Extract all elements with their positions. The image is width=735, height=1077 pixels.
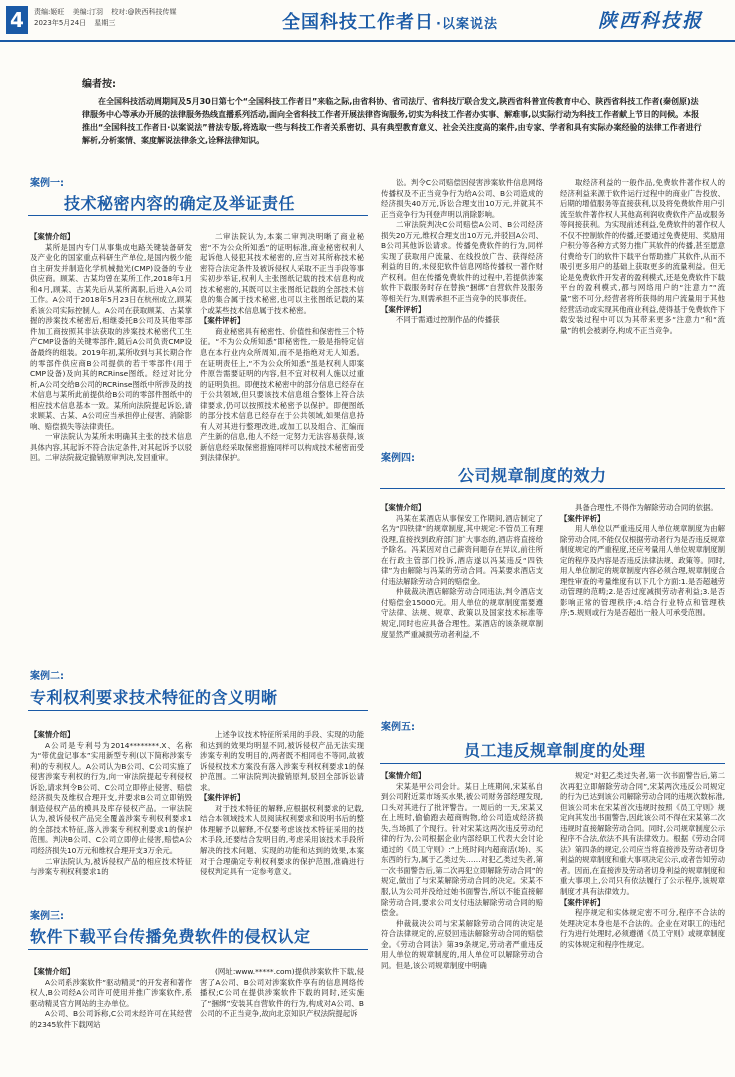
case-4-title: 公司规章制度的效力: [458, 466, 607, 485]
editor-note-text: 在全国科技活动周期间及5月30日第七个“全国科技工作者日”来临之际,由省科协、省司法厅、省科技厅联合发文,陕西省科普宣传教育中心、陕西省科技工作者(秦创原)法律服务中心等承办开展的法律服务热线直播系列活动,面向全省科技工作者开展法律咨询服务,切实为科技工作者办实事、解难事,以实际行动为科技工作者献上节日的问候。本报推出“全国科技工作者日·以案说法”普法专版,将选取一些与科技工作者关系密切、具有典型教育意义、社会关注度高的案件,由专家、学者和具有实际办案经验的法律工作者进行解析,分析案情、案度解说法律条文,诠释法律知识。: [82, 97, 702, 145]
case-subheading: 【案情介绍】: [381, 503, 426, 512]
case-5-head: 案例五:: [381, 722, 415, 733]
body-paragraph: 商业秘密具有秘密性、价值性和保密性三个特征。“不为公众所知悉”即秘密性,一般是指特定信息在本行业内众所周知,而不是指绝对无人知悉。在证明责任上,“不为公众所知悉”虽是权利人即案件原告需要证明的内容,但不宜对权利人施以过重的证明负担。即便技术秘密中的部分信息已经存在于公共领域,但只要该技术信息组合整体上符合法律要求,仍可以按照技术秘密予以保护。即便图纸的部分技术信息已经存在于公共领域,如果信息持有人对其进行整理改进,或加工以及组合、汇编而产生新的信息,他人不经一定努力无法容易获得,该新信息经采取保密措施同样可以构成技术秘密而受到法律保护。: [200, 326, 364, 463]
case-1-col-3: [381, 178, 543, 438]
body-paragraph: 具备合理性,不得作为解除劳动合同的依据。: [575, 503, 718, 512]
body-paragraph: 用人单位以严重违反用人单位规章制度为由解除劳动合同,不能仅仅根据劳动者行为是否违反规章制度规定的严重程度,还应考量用人单位规章制度制定的程序及内容是否违反法律法规、政策等。同时,用人单位制定的规章制度内容必须合理,规章制度合理性审查的考量维度有以下几个方面:1.是否超越劳动管理的范畴;2.是否过度减损劳动者利益;3.是否影响正常的管理秩序;4.结合行业特点和管理秩序;5.规则或行为是否超出一般人可承受范围。: [560, 524, 725, 618]
body-paragraph: 不同于需通过控制作品的传播获: [396, 315, 500, 325]
case-1-col-4: [560, 178, 725, 438]
body-paragraph: 程序规定和实体规定密不可分,程序不合法的处理决定本身也是不合法的。企业在对职工的违纪行为进行处理时,必须遵循《员工守则》或规章制度的实体规定和程序性规定。: [560, 908, 725, 949]
case-2-col-2: [200, 730, 364, 880]
body-paragraph: A公司系涉案软件“驱动精灵”的开发者和著作权人,B公司经A公司许可使用并推广涉案软件,系驱动精灵官方网站的主办单位。: [30, 977, 192, 1008]
page-header: [0, 0, 735, 42]
section-title: [282, 8, 498, 34]
body-paragraph: 仲裁裁决酒店解除劳动合同违法,判令酒店支付赔偿金15000元。用人单位的规章制度需要遵守法律、法规、规章、政策以及国家技术标准等规定,同时也应具备合理性。某酒店的该条规章制度显然严重减损劳动者利益,不: [381, 587, 543, 639]
body-paragraph: 对于技术特征的解释,应根据权利要求的记载,结合本领域技术人员阅读权利要求和说明书后的整体理解予以解释,不仅要考虑该技术特征采用的技术手段,还要结合发明目的,考虑采用该技术手段所解决的技术问题、实现的功能和达到的效果,本案对于合理确定专利权利要求的保护范围,准确进行侵权判定具有一定参考意义。: [200, 803, 364, 877]
body-paragraph: A公司是专利号为2014********.X、名称为“带优盘记事本”实用新型专利(以下简称涉案专利)的专利权人。A公司认为B公司、C公司实施了侵害涉案专利权的行为,向一审法院提起专利侵权诉讼,请求判令B公司、C公司立即停止侵害、赔偿经济损失及维权合理开支,并要求B公司立即销毁制造侵权产品的模具及库存侵权产品。一审法院认为,被诉侵权产品完全覆盖涉案专利权利要求1的全部技术特征,落入涉案专利权利要求1的保护范围。判决B公司、C公司立即停止侵害,赔偿A公司经济损失10万元和维权合理开支3万余元。: [30, 740, 192, 856]
case-subheading: 【案件评析】: [560, 513, 605, 523]
case-4-col-2: [560, 503, 725, 703]
body-paragraph: 宋某是甲公司会计。某日上班期间,宋某私自到公司附近菜市场买水果,被公司财务部经理发现,口头对其进行了批评警告。一周后的一天,宋某又在上班时,偷偷跑去超商购物,给公司造成经济损失,当场抓了个现行。针对宋某这两次违反劳动纪律的行为,公司根据企业内部经职工代表大会讨论通过的《员工守则》:“上班时间内超商活(场)、买东西的行为,属于乙类过失……对犯乙类过失者,第一次书面警告后,第二次再犯立即解除劳动合同”的规定,做出了与宋某解除劳动合同的决定。宋某不服,认为公司并没给过她书面警告,所以不能直接解除劳动合同,要求公司支付违法解除劳动合同的赔偿金。: [381, 781, 543, 918]
body-paragraph: 一审法院认为某所未明确其主张的技术信息具体内容,其起诉不符合法定条件,对其起诉予以驳回。二审法院裁定撤销原审判决,发回重审。: [30, 432, 192, 463]
case-2-col-1: [30, 730, 192, 880]
header-meta: [34, 7, 183, 29]
case-3-col-2: [200, 967, 364, 1067]
case-subheading: 【案件评析】: [381, 304, 426, 314]
editor-label: 责编:姬旺: [34, 8, 65, 16]
body-paragraph: A公司、B公司诉称,C公司未经许可在其经营的2345软件下载网站: [30, 1009, 192, 1029]
case-5-col-1: [381, 771, 543, 1069]
case-4-rule: [380, 488, 725, 489]
newspaper-masthead: 陕西科技报: [598, 10, 704, 32]
case-4-head: 案例四:: [381, 453, 415, 464]
case-3-rule: [28, 949, 368, 950]
case-subheading: 【案情介绍】: [30, 232, 75, 241]
issue-weekday: 星期三: [94, 19, 116, 27]
body-paragraph: 冯某在某酒店从事保安工作期间,酒店制定了名为“四铁律”的规章制度,其中规定:不管员工有理没理,直接找到政府部门扩大事态的,酒店将直接给予除名。冯某因对自己薪资问题存在异议,前往所在行政主管部门投诉,酒店遂以冯某违反“四铁律”为由解除与冯某的劳动合同。冯某要求酒店支付违法解除劳动合同的赔偿金。: [381, 513, 543, 586]
body-paragraph: 上述争议技术特征所采用的手段、实现的功能和达到的效果均明显不同,被诉侵权产品无法实现涉案专利的发明目的,两者既不相同也不等同,故被诉侵权技术方案没有落入涉案专利权利要求1的保护范围。二审法院判决撤销原判,驳回全部诉讼请求。: [200, 730, 364, 792]
body-paragraph: 取经济利益的一般作品,免费软件著作权人的经济利益来源于软件运行过程中的商业广告投放、后期的增值服务等直接获利,以及将免费软件用户引流至软件著作权人其他高利润收费软件产品或服务等间接获利。为实现前述利益,免费软件的著作权人不仅不控制软件的传播,还要通过免费使用、奖励用户积分等各种方式努力推广其软件的传播,甚至愿意付费给专门的软件下载平台帮助推广其软件,从而不吸引更多用户的基础上获取更多的流量利益。但无论是免费软件开发者的盈利模式,还是免费软件下载平台的盈利模式,都与网络用户的“注意力”“流量”密不可分,经营者将所获得的用户流量用于其他经营活动或实现其他商业利益,使得基于免费软件下载安装过程中可以为其带来更多“注意力”和“流量”的机会被剥夺,构成不正当竞争。: [560, 178, 725, 335]
editor-note-label: 编者按:: [82, 79, 116, 90]
case-subheading: 【案件评析】: [200, 793, 245, 803]
page-number: 4: [6, 6, 28, 34]
body-paragraph: 二审法院认为,被诉侵权产品的相应技术特征与涉案专利权利要求1的: [30, 856, 192, 877]
case-5-rule: [380, 763, 725, 764]
case-subheading: 【案情介绍】: [30, 730, 75, 739]
case-1-head: 案例一:: [30, 178, 64, 189]
case-5-title: 员工违反规章制度的处理: [464, 741, 646, 760]
case-1-title: 技术秘密内容的确定及举证责任: [64, 194, 296, 213]
issue-date: 2023年5月24日: [34, 19, 87, 27]
body-paragraph: 二审法院判决C公司赔偿A公司、B公司经济损失20万元,维权合理支出10万元,并驳回A公司、B公司其他诉讼请求。传播免费软件的行为,同样实现了获取用户流量、在线投放广告、获得经济利益的目的,未侵犯软件信息网络传播权一著作财产权利。但在传播免费软件的过程中,若提供涉案软件下载服务时存在替换“捆绑”自营软件及服务等相关行为,则需承担不正当竞争的民事责任。: [381, 220, 543, 304]
case-subheading: 【案情介绍】: [381, 771, 426, 780]
case-subheading: 【案情介绍】: [30, 967, 75, 976]
case-4-col-1: [381, 503, 543, 703]
art-label: 美编:汀羽: [72, 8, 103, 16]
case-2-rule: [28, 710, 368, 711]
case-1-col-2: [200, 232, 364, 644]
case-subheading: 【案件评析】: [200, 316, 245, 326]
body-paragraph: 某所是国内专门从事集成电路关键装备研发及产业化的国家重点科研生产单位,是国内极少能自主研发并制造化学机械抛光(CMP)设备的专业供应商。顾某、古某均曾在某所工作,2018年1月和4月,顾某、古某先后从某所离职,后进入A公司工作。A公司于2018年5月23日在杭州成立,顾某系该公司实际控制人。A公司在获取顾某、古某掌握的涉案技术秘密后,相继委托B公司及其他零部件加工商按照其非法获取的涉案技术秘密代工生产CMP设备的关键零部件,随后A公司负责CMP设备最终的组装。2019年初,某所收到与其长期合作的零部件供应商B公司提供的若干零部件(用于CMP设备)及向其的RCRinse图纸。经过对比分析,A公司交给B公司的RCRinse图纸中所涉及的技术信息与某所此前提供给B公司的零部件图纸中的相应技术信息基本一致。某所向法院提起诉讼,请求顾某、古某、A公司应当承担停止侵害、消除影响、赔偿损失等法律责任。: [30, 242, 192, 431]
section-title-sub: ·以案说法: [436, 17, 498, 32]
proof-label: 校对:@陕西科技传媒: [111, 8, 177, 16]
editor-note: [82, 78, 702, 147]
body-paragraph: (网址:www.*****.com)提供涉案软件下载,侵害了A公司、B公司对涉案软件享有的信息网络传播权;C公司在提供涉案软件下载的同时,还实施了“捆绑”安装其自营软件的行为,构成对A公司、B公司的不正当竞争,故向北京知识产权法院提起诉: [200, 967, 364, 1019]
case-3-title: 软件下载平台传播免费软件的侵权认定: [30, 927, 311, 946]
body-paragraph: 二审法院认为,本案二审判决明晰了商业秘密“不为公众所知悉”的证明标准,商业秘密权利人起诉他人侵犯其技术秘密的,应当对其所称技术秘密符合法定条件及被诉侵权人采取不正当手段等事实初步举证,权利人主张图纸记载的技术信息构成技术秘密的,其既可以主张图纸记载的全部技术信息的集合属于技术秘密,也可以主张图纸记载的某个或某些技术信息属于技术秘密。: [200, 232, 364, 315]
section-title-main: 全国科技工作者日: [282, 12, 434, 33]
body-paragraph: 讼。判令C公司赔偿因侵害涉案软件信息网络传播权及不正当竞争行为给A公司、B公司造成的经济损失40万元,诉讼合理支出10万元,并就其不正当竞争行为刊登声明以消除影响。: [381, 178, 543, 219]
body-paragraph: 仲裁裁决公司与宋某解除劳动合同的决定是符合法律规定的,应驳回违法解除劳动合同的赔偿金。《劳动合同法》第39条规定,劳动者严重违反用人单位的规章制度的,用人单位可以解除劳动合同。但是,该公司规章制度中明确: [381, 918, 543, 970]
case-3-col-1: [30, 967, 192, 1067]
case-2-title: 专利权利要求技术特征的含义明晰: [30, 688, 278, 707]
case-3-head: 案例三:: [30, 911, 64, 922]
case-subheading: 【案件评析】: [560, 897, 605, 907]
case-5-col-2: [560, 771, 725, 1069]
case-1-col-1: [30, 232, 192, 644]
case-2-head: 案例二:: [30, 671, 64, 682]
case-1-rule: [28, 215, 368, 216]
body-paragraph: 规定“对犯乙类过失者,第一次书面警告后,第二次再犯立即解除劳动合同”,宋某两次违反公司规定的行为已达到该公司解除劳动合同的违规次数标准,但该公司未在宋某首次违规时按照《员工守则》规定向其发出书面警告,因此该公司不得在宋某第二次违规时直接解除劳动合同。同时,公司规章制度公示程序不合法,依法不具有法律效力。根据《劳动合同法》第四条的规定,公司应当将直接涉及劳动者切身利益的规章制度和重大事项决定公示,或者告知劳动者。因而,在直接涉及劳动者切身利益的规章制度和重大事项上,公司只有依法履行了公示程序,该规章制度才具有法律效力。: [560, 771, 725, 897]
